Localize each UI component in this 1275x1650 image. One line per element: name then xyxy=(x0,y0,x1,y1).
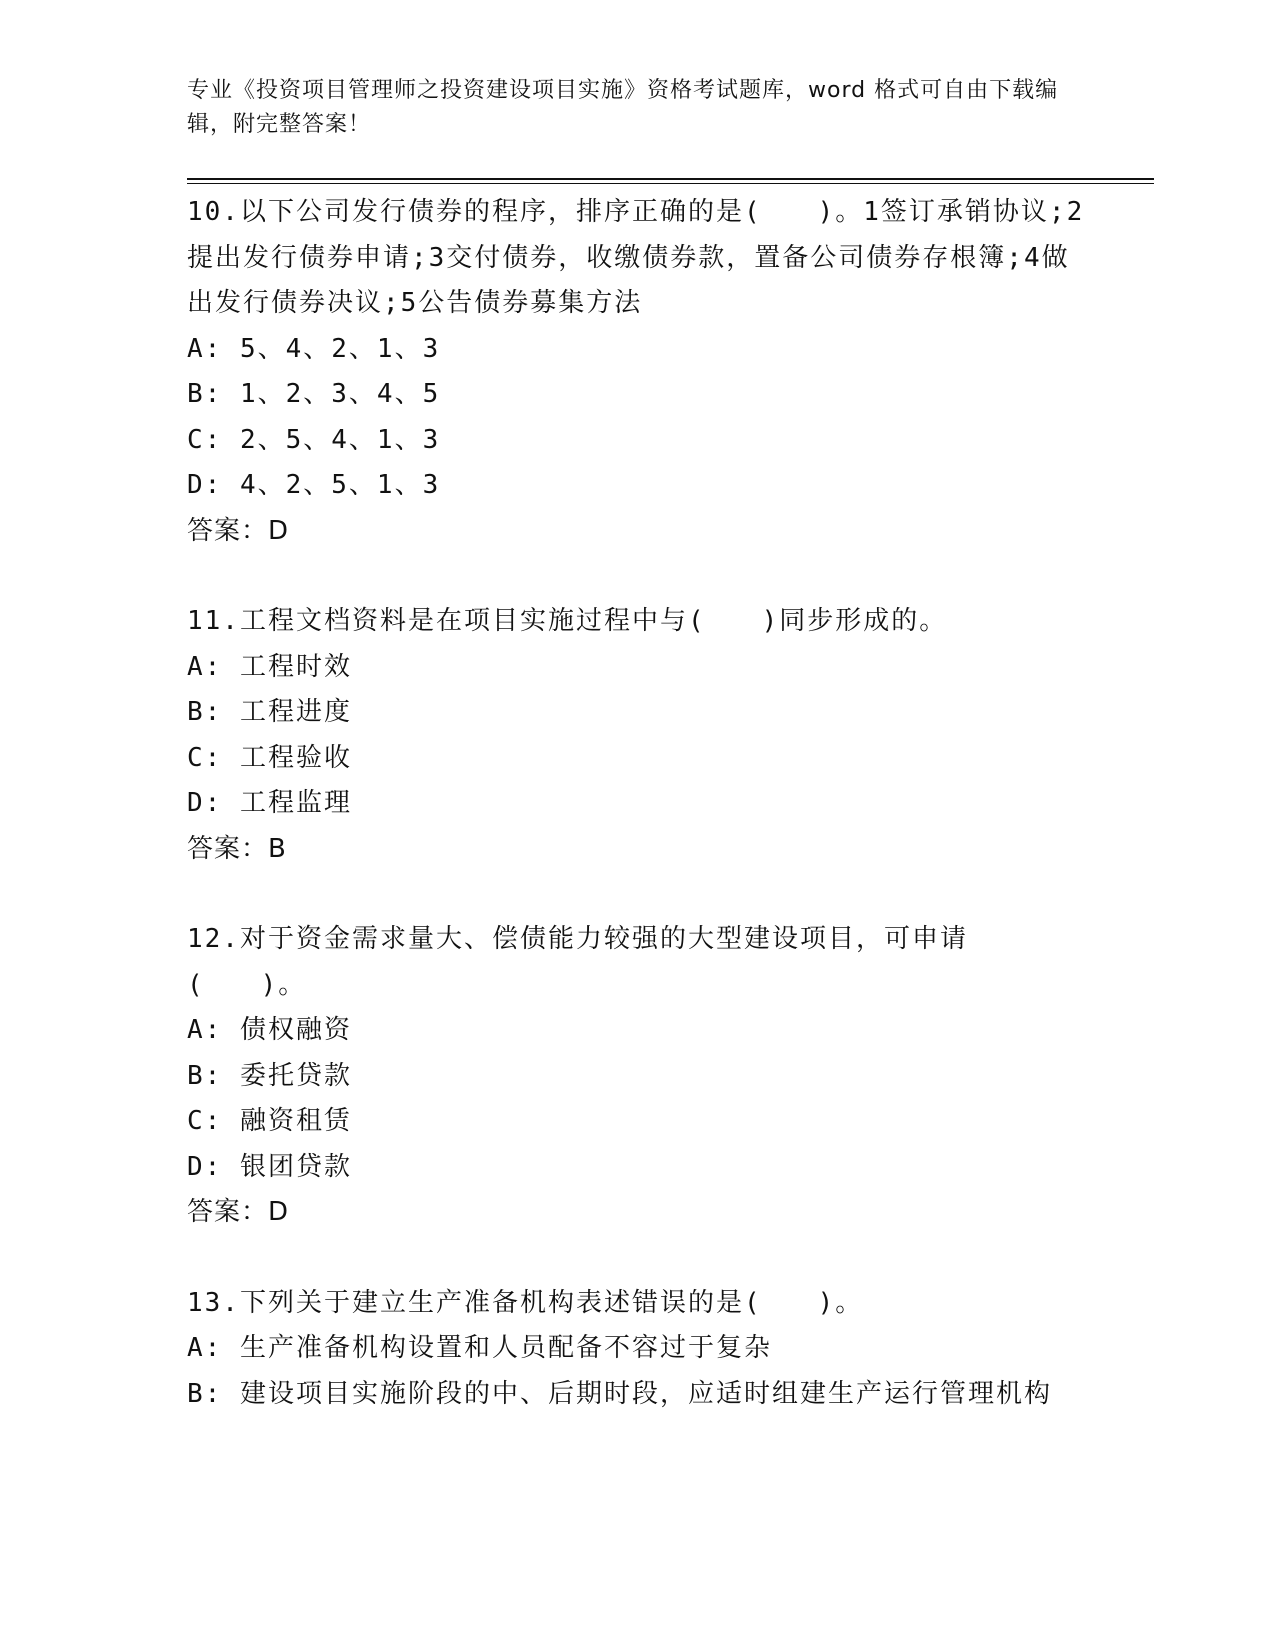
page-header: 专业《投资项目管理师之投资建设项目实施》资格考试题库，word 格式可自由下载编辑，附完整答案！ xyxy=(187,78,1059,137)
option-b: B: 建设项目实施阶段的中、后期时段，应适时组建生产运行管理机构 xyxy=(187,1378,1052,1409)
question-stem: 12.对于资金需求量大、偿债能力较强的大型建设项目，可申请( )。 xyxy=(187,924,968,1000)
question-block xyxy=(187,190,1087,554)
question-block xyxy=(187,1281,1087,1418)
header-rule-thin xyxy=(187,183,1154,184)
option-c: C: 工程验收 xyxy=(187,742,352,773)
option-a: A: 5、4、2、1、3 xyxy=(187,333,441,364)
question-list xyxy=(187,190,1087,1417)
question-stem: 10.以下公司发行债券的程序，排序正确的是( )。1签订承销协议;2提出发行债券申请;3交付债券，收缴债券款，置备公司债券存根簿;4做出发行债券决议;5公告债券募集方法 xyxy=(187,197,1085,318)
option-a: A: 工程时效 xyxy=(187,651,352,682)
option-d: D: 4、2、5、1、3 xyxy=(187,470,441,500)
option-b: B: 工程进度 xyxy=(187,697,352,727)
answer: 答案：D xyxy=(187,515,290,546)
option-d: D: 银团贷款 xyxy=(187,1151,352,1182)
option-b: B: 1、2、3、4、5 xyxy=(187,379,441,409)
answer: 答案：D xyxy=(187,1197,290,1227)
option-c: C: 融资租赁 xyxy=(187,1106,352,1136)
option-d: D: 工程监理 xyxy=(187,788,352,818)
question-block xyxy=(187,599,1087,872)
spacer xyxy=(187,554,1087,599)
option-b: B: 委托贷款 xyxy=(187,1060,352,1091)
option-a: A: 债权融资 xyxy=(187,1015,352,1045)
answer: 答案：B xyxy=(187,833,287,864)
question-stem: 11.工程文档资料是在项目实施过程中与( )同步形成的。 xyxy=(187,606,948,636)
question-block xyxy=(187,917,1087,1236)
option-c: C: 2、5、4、1、3 xyxy=(187,424,441,455)
spacer xyxy=(187,872,1087,917)
question-stem: 13.下列关于建立生产准备机构表述错误的是( )。 xyxy=(187,1287,864,1318)
option-a: A: 生产准备机构设置和人员配备不容过于复杂 xyxy=(187,1333,772,1363)
spacer xyxy=(187,1236,1087,1281)
header-rule-thick xyxy=(187,178,1154,180)
